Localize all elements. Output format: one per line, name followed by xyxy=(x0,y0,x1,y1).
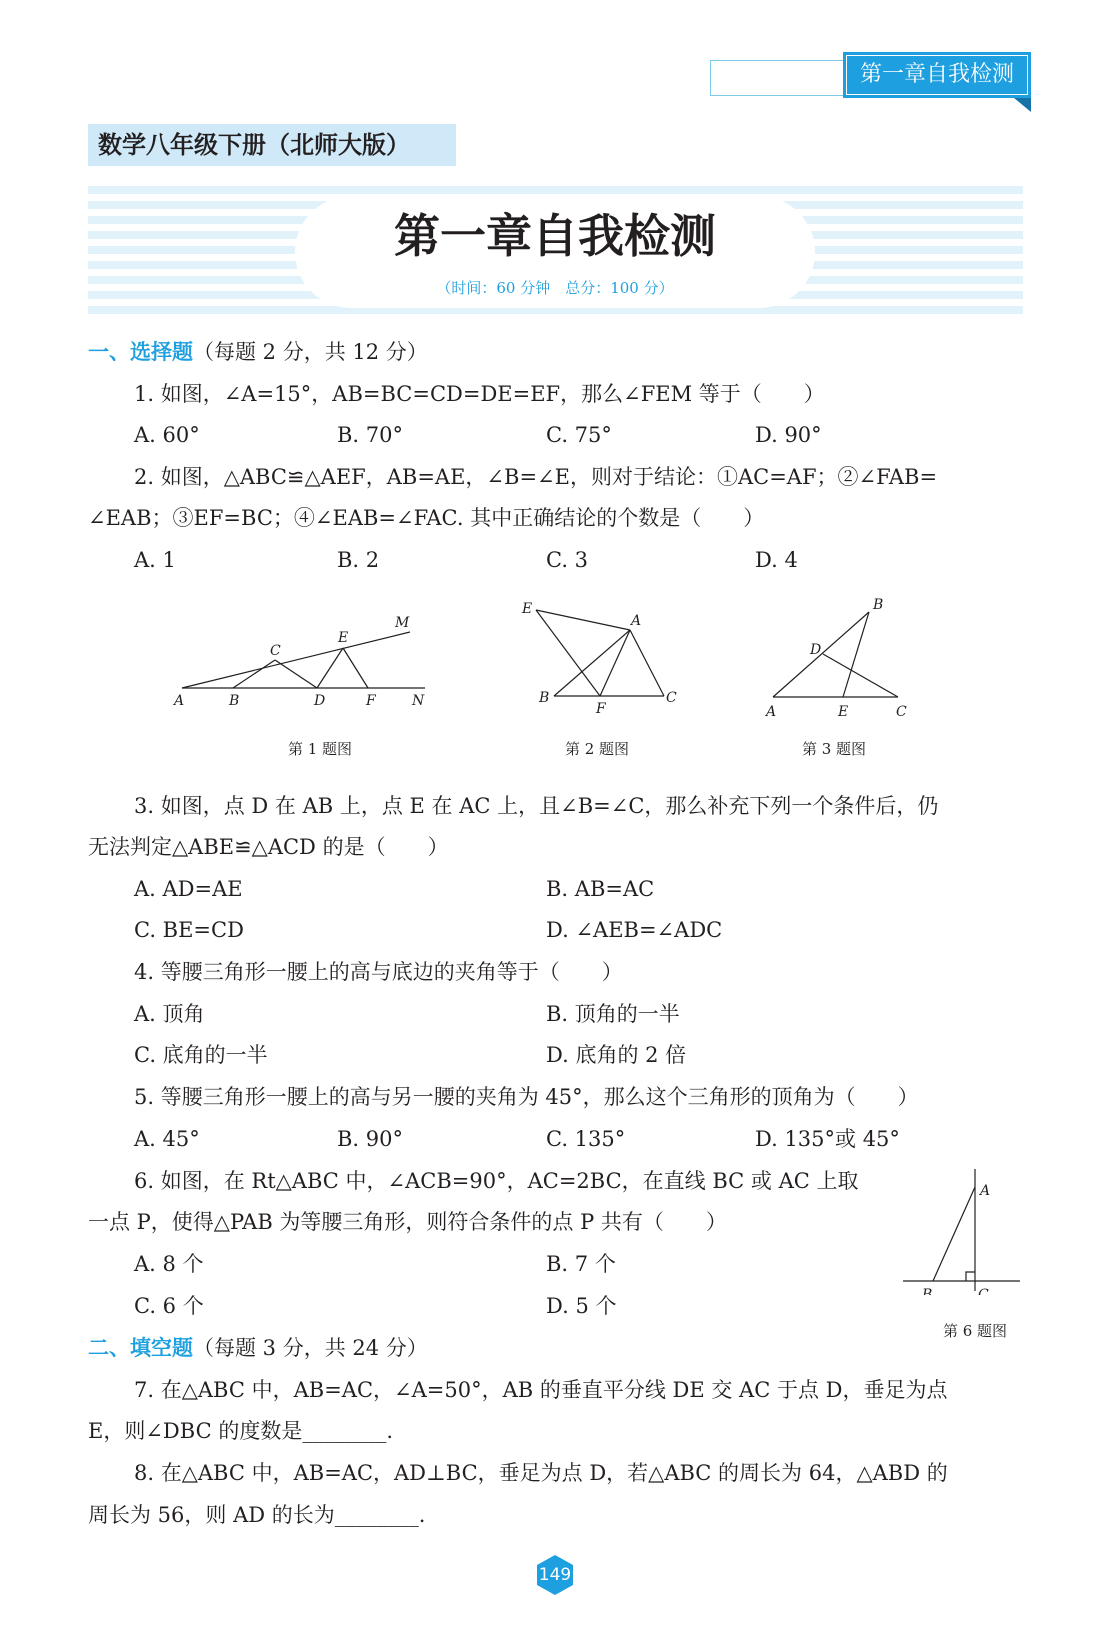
q6-option-c: C. 6 个 xyxy=(134,1294,204,1318)
question-2-line-1: 2. 如图，△ABC≌△AEF，AB=AE，∠B=∠E，则对于结论：①AC=AF；②∠FAB= xyxy=(134,465,938,489)
q2-option-c: C. 3 xyxy=(546,548,589,572)
q3-option-d: D. ∠AEB=∠ADC xyxy=(546,918,723,942)
fig2-label-a: A xyxy=(631,613,642,629)
q1-option-d: D. 90° xyxy=(755,423,822,447)
q3-option-b: B. AB=AC xyxy=(546,877,655,901)
chapter-tag-fold xyxy=(1014,98,1031,112)
section-1-title: 一、选择题 xyxy=(88,340,193,364)
fig1-label-b: B xyxy=(229,693,240,709)
q2-option-d: D. 4 xyxy=(755,548,798,572)
question-8-line-2: 周长为 56，则 AD 的长为________. xyxy=(88,1503,426,1527)
q2-option-b: B. 2 xyxy=(337,548,380,572)
section-1-note: （每题 2 分，共 12 分） xyxy=(193,340,428,364)
fig1-label-d: D xyxy=(314,693,326,709)
question-7-line-1: 7. 在△ABC 中，AB=AC，∠A=50°，AB 的垂直平分线 DE 交 AC 于点 D，垂足为点 xyxy=(134,1378,948,1402)
figure-3 xyxy=(758,592,918,726)
q3-option-a: A. AD=AE xyxy=(134,877,243,901)
question-3-line-1: 3. 如图，点 D 在 AB 上，点 E 在 AC 上，且∠B=∠C，那么补充下列一个条件后，仍 xyxy=(134,794,939,818)
q5-option-b: B. 90° xyxy=(337,1127,404,1151)
fig1-label-n: N xyxy=(412,693,425,709)
q1-option-b: B. 70° xyxy=(337,423,404,447)
figure-6-caption: 第 6 题图 xyxy=(942,1322,1008,1340)
q5-option-d: D. 135°或 45° xyxy=(755,1127,900,1151)
figure-2 xyxy=(518,596,678,725)
fig2-label-b: B xyxy=(539,690,550,706)
book-title: 数学八年级下册（北师大版） xyxy=(88,124,456,166)
question-6-line-1: 6. 如图，在 Rt△ABC 中，∠ACB=90°，AC=2BC，在直线 BC 或 AC 上取 xyxy=(134,1169,859,1193)
section-1-heading xyxy=(88,337,428,367)
fig3-label-c: C xyxy=(896,704,907,720)
question-2-line-2: ∠EAB；③EF=BC；④∠EAB=∠FAC. 其中正确结论的个数是（ ） xyxy=(88,506,765,530)
question-8-line-1: 8. 在△ABC 中，AB=AC，AD⊥BC，垂足为点 D，若△ABC 的周长为 64，△ABD 的 xyxy=(134,1461,948,1485)
q4-option-d: D. 底角的 2 倍 xyxy=(546,1043,687,1067)
fig3-label-e: E xyxy=(838,704,849,720)
fig2-label-e: E xyxy=(522,601,533,617)
chapter-tag-text: 第一章自我检测 xyxy=(859,62,1014,87)
fig3-label-d: D xyxy=(810,642,822,658)
chapter-tag-border xyxy=(846,55,1028,95)
figure-1 xyxy=(170,605,440,719)
question-3-line-2: 无法判定△ABE≌△ACD 的是（ ） xyxy=(88,835,449,859)
q4-option-b: B. 顶角的一半 xyxy=(546,1002,680,1026)
fig1-label-f: F xyxy=(366,693,376,709)
exam-time-score: （时间：60 分钟 总分：100 分） xyxy=(436,279,674,297)
section-2-title: 二、填空题 xyxy=(88,1336,193,1360)
fig1-label-c: C xyxy=(270,643,281,659)
header-tag-frame xyxy=(710,60,845,96)
chapter-tag xyxy=(843,52,1031,98)
fig2-label-c: C xyxy=(666,690,677,706)
q5-option-a: A. 45° xyxy=(134,1127,200,1151)
section-2-note: （每题 3 分，共 24 分） xyxy=(193,1336,428,1360)
q6-option-b: B. 7 个 xyxy=(546,1252,616,1276)
question-6-line-2: 一点 P，使得△PAB 为等腰三角形，则符合条件的点 P 共有（ ） xyxy=(88,1210,727,1234)
fig6-label-c: C xyxy=(978,1287,989,1295)
q1-option-a: A. 60° xyxy=(134,423,200,447)
fig3-label-a: A xyxy=(766,704,777,720)
question-4-text: 4. 等腰三角形一腰上的高与底边的夹角等于（ ） xyxy=(134,960,623,984)
q4-option-a: A. 顶角 xyxy=(134,1002,205,1026)
page-number: 149 xyxy=(538,1565,572,1585)
figure-6 xyxy=(900,1165,1025,1299)
q6-option-d: D. 5 个 xyxy=(546,1294,617,1318)
page-title: 第一章自我检测 xyxy=(394,209,716,263)
page-number-badge xyxy=(537,1555,573,1595)
fig6-label-b: B xyxy=(922,1287,933,1295)
q5-option-c: C. 135° xyxy=(546,1127,626,1151)
fig1-label-e: E xyxy=(338,630,349,646)
figure-1-caption: 第 1 题图 xyxy=(287,740,353,758)
fig1-label-a: A xyxy=(174,693,185,709)
section-2-heading xyxy=(88,1333,428,1363)
q6-option-a: A. 8 个 xyxy=(134,1252,204,1276)
q3-option-c: C. BE=CD xyxy=(134,918,244,942)
q2-option-a: A. 1 xyxy=(134,548,176,572)
q1-option-c: C. 75° xyxy=(546,423,612,447)
question-7-line-2: E，则∠DBC 的度数是________. xyxy=(88,1419,394,1443)
question-1-text: 1. 如图，∠A=15°，AB=BC=CD=DE=EF，那么∠FEM 等于（ ） xyxy=(134,382,825,406)
figure-3-caption: 第 3 题图 xyxy=(801,740,867,758)
fig2-label-f: F xyxy=(596,701,606,717)
fig3-label-b: B xyxy=(873,597,884,613)
question-5-text: 5. 等腰三角形一腰上的高与另一腰的夹角为 45°，那么这个三角形的顶角为（ ） xyxy=(134,1085,919,1109)
fig6-label-a: A xyxy=(980,1183,991,1199)
q4-option-c: C. 底角的一半 xyxy=(134,1043,268,1067)
fig1-label-m: M xyxy=(395,615,410,631)
figure-2-caption: 第 2 题图 xyxy=(564,740,630,758)
